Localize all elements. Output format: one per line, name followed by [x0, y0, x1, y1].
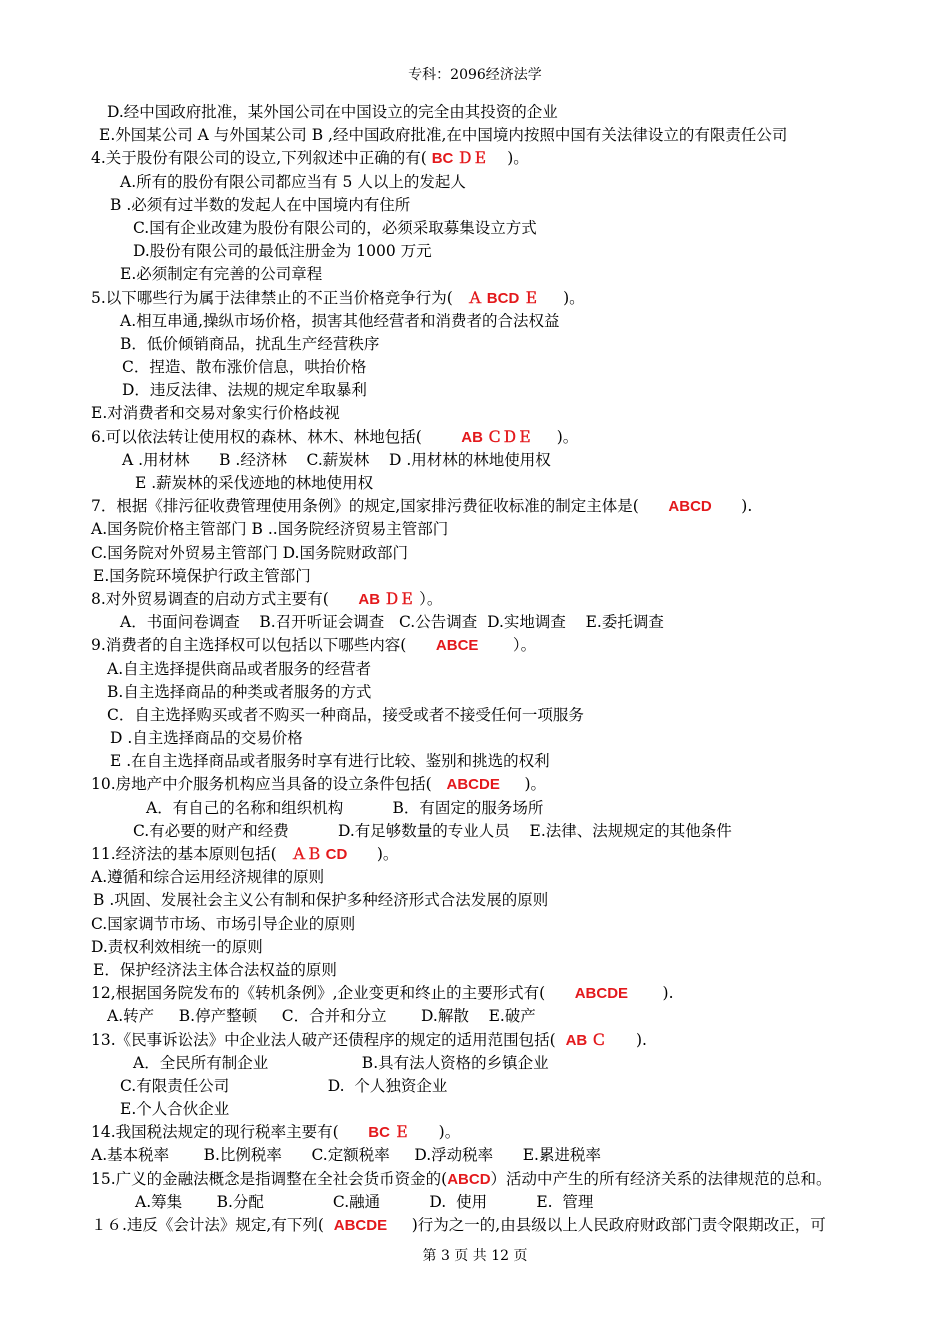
- text-line: [0, 843, 950, 866]
- text-line: [0, 194, 950, 217]
- text-line: [0, 611, 950, 634]
- line-text: E.对消费者和交易对象实行价格歧视: [91, 404, 340, 423]
- line-text: １６.违反《会计法》规定,有下列(: [91, 1216, 334, 1234]
- text-line: [0, 588, 950, 611]
- text-line: [0, 542, 950, 565]
- text-line: [0, 472, 950, 495]
- line-text: C.国有企业改建为股份有限公司的，必须采取募集设立方式: [133, 218, 537, 237]
- text-line: [0, 889, 950, 912]
- text-line: [0, 797, 950, 820]
- page-header: 专科：2096经济法学: [408, 67, 542, 83]
- line-text: A．书面问卷调查 B.召开听证会调查 C.公告调查 D.实地调查 E.委托调查: [120, 613, 664, 632]
- text-line: [0, 1168, 950, 1191]
- line-text: D.责权利效相统一的原则: [91, 937, 263, 956]
- line-text: 14.我国税法规定的现行税率主要有(: [91, 1123, 369, 1142]
- line-text: )。: [487, 149, 529, 168]
- answer-key: AB ＤＥ: [358, 590, 415, 608]
- line-text: A.国务院价格主管部门 B ..国务院经济贸易主管部门: [91, 520, 449, 539]
- text-line: [0, 310, 950, 333]
- text-line: [0, 356, 950, 379]
- text-line: [0, 1029, 950, 1052]
- text-line: [0, 1075, 950, 1098]
- line-text: C.国务院对外贸易主管部门 D.国务院财政部门: [91, 543, 408, 562]
- line-text: A.转产 B.停产整顿 C．合并和分立 D.解散 E.破产: [107, 1007, 536, 1026]
- text-line: [0, 1191, 950, 1214]
- answer-key: ABCDE: [446, 776, 500, 794]
- line-text: E .薪炭林的采伐迹地的林地使用权: [135, 474, 374, 492]
- line-text: 4.关于股份有限公司的设立,下列叙述中正确的有(: [91, 149, 432, 168]
- text-line: [0, 982, 950, 1005]
- line-text: E．保护经济法主体合法权益的原则: [93, 960, 337, 979]
- line-text: )。: [347, 845, 399, 863]
- line-text: C.有限责任公司 D. 个人独资企业: [120, 1076, 448, 1095]
- answer-key: BC Ｅ: [368, 1124, 410, 1142]
- text-line: [0, 287, 950, 310]
- line-text: 13.《民事诉讼法》中企业法人破产还债程序的规定的适用范围包括(: [91, 1030, 566, 1049]
- text-line: [0, 333, 950, 356]
- answer-key: ABCD: [447, 1170, 491, 1188]
- text-line: [0, 1144, 950, 1167]
- line-text: C.国家调节市场、市场引导企业的原则: [91, 914, 356, 933]
- text-line: [0, 681, 950, 704]
- answer-key: Ａ BCD Ｅ: [467, 289, 539, 307]
- line-text: )。: [499, 775, 547, 794]
- line-text: ).: [711, 497, 753, 516]
- line-text: 10.房地产中介服务机构应当具备的设立条件包括(: [91, 775, 447, 794]
- line-text: 8.对外贸易调查的启动方式主要有(: [91, 589, 359, 608]
- line-text: )。: [409, 1123, 461, 1142]
- line-text: )行为之一的,由县级以上人民政府财政部门责令限期改正，可: [387, 1216, 826, 1234]
- text-line: [0, 426, 950, 449]
- text-line: [0, 634, 950, 657]
- line-text: B .必须有过半数的发起人在中国境内有住所: [110, 195, 411, 214]
- line-text: E.国务院环境保护行政主管部门: [93, 566, 311, 585]
- line-text: A．有自己的名称和组织机构 B．有固定的服务场所: [146, 798, 544, 817]
- text-line: [0, 518, 950, 541]
- line-text: A.自主选择提供商品或者服务的经营者: [107, 659, 372, 678]
- answer-key: AB Ｃ: [565, 1031, 607, 1049]
- answer-key: ABCE: [435, 637, 479, 655]
- text-line: [0, 449, 950, 472]
- text-line: [0, 402, 950, 425]
- text-line: [0, 565, 950, 588]
- line-text: 12,根据国务院发布的《转机条例》,企业变更和终止的主要形式有(: [91, 984, 575, 1003]
- line-text: B．低价倾销商品，扰乱生产经营秩序: [120, 334, 380, 353]
- answer-key: ABCD: [668, 498, 712, 516]
- line-text: 9.消费者的自主选择权可以包括以下哪些内容(: [91, 636, 436, 655]
- line-text: ）活动中产生的所有经济关系的法律规范的总和。: [490, 1169, 832, 1188]
- text-line: [0, 101, 950, 124]
- line-text: A .用材林 B .经济林 C.薪炭林 D .用材林的林地使用权: [122, 450, 551, 469]
- line-text: E.个人合伙企业: [120, 1100, 230, 1119]
- line-text: B .巩固、发展社会主义公有制和保护多种经济形式合法发展的原则: [93, 891, 549, 910]
- line-text: C．捏造、散布涨价信息，哄抬价格: [122, 358, 367, 377]
- line-text: 6.可以依法转让使用权的森林、林木、林地包括(: [91, 427, 462, 446]
- line-text: C.有必要的财产和经费 D.有足够数量的专业人员 E.法律、法规规定的其他条件: [133, 821, 732, 840]
- text-line: [0, 727, 950, 750]
- text-line: [0, 773, 950, 796]
- line-text: A.筹集 B.分配 C.融通 D. 使用 E. 管理: [135, 1192, 594, 1211]
- text-line: [0, 866, 950, 889]
- text-line: [0, 495, 950, 518]
- line-text: ）。: [478, 636, 537, 655]
- line-text: A.基本税率 B.比例税率 C.定额税率 D.浮动税率 E.累进税率: [91, 1146, 601, 1165]
- line-text: A.遵循和综合运用经济规律的原则: [91, 868, 325, 887]
- text-line: [0, 1005, 950, 1028]
- page-footer: 第 3 页 共 12 页: [422, 1248, 528, 1264]
- text-line: [0, 820, 950, 843]
- line-text: B.自主选择商品的种类或者服务的方式: [107, 682, 372, 701]
- line-text: )。: [538, 288, 585, 307]
- text-line: [0, 1214, 950, 1237]
- text-line: [0, 658, 950, 681]
- text-line: [0, 1121, 950, 1144]
- text-line: [0, 124, 950, 147]
- text-line: [0, 379, 950, 402]
- document-body: [0, 101, 950, 1237]
- line-text: 7．根据《排污征收费管理使用条例》的规定,国家排污费征收标准的制定主体是(: [91, 497, 669, 516]
- line-text: 15.广义的金融法概念是指调整在全社会货币资金的(: [91, 1169, 448, 1188]
- line-text: A．全民所有制企业 B.具有法人资格的乡镇企业: [133, 1053, 549, 1072]
- text-line: [0, 959, 950, 982]
- line-text: A.相互串通,操纵市场价格，损害其他经营者和消费者的合法权益: [120, 311, 560, 330]
- text-line: [0, 263, 950, 286]
- line-text: ）。: [414, 589, 443, 608]
- text-line: [0, 147, 950, 170]
- line-text: D.经中国政府批准，某外国公司在中国设立的完全由其投资的企业: [107, 103, 558, 121]
- line-text: 5.以下哪些行为属于法律禁止的不正当价格竞争行为(: [91, 288, 468, 307]
- line-text: C．自主选择购买或者不购买一种商品，接受或者不接受任何一项服务: [107, 705, 584, 724]
- line-text: E.必须制定有完善的公司章程: [120, 265, 323, 284]
- line-text: D .自主选择商品的交易价格: [110, 729, 303, 748]
- answer-key: ABCDE: [574, 985, 629, 1003]
- answer-key: BC ＤＥ: [431, 150, 488, 168]
- text-line: [0, 936, 950, 959]
- line-text: ).: [606, 1030, 647, 1049]
- answer-key: ＡＢ CD: [291, 846, 348, 863]
- text-line: [0, 913, 950, 936]
- line-text: )。: [532, 427, 579, 446]
- line-text: 11.经济法的基本原则包括(: [91, 845, 292, 863]
- text-line: [0, 750, 950, 773]
- line-text: ).: [628, 984, 674, 1003]
- text-line: [0, 240, 950, 263]
- line-text: A.所有的股份有限公司都应当有 5 人以上的发起人: [120, 172, 466, 191]
- line-text: E.外国某公司 A 与外国某公司 B ,经中国政府批准,在中国境内按照中国有关法律设立的有限责任公司: [99, 126, 788, 145]
- text-line: [0, 1098, 950, 1121]
- text-line: [0, 171, 950, 194]
- text-line: [0, 1052, 950, 1075]
- line-text: D．违反法律、法规的规定牟取暴利: [122, 381, 367, 400]
- text-line: [0, 217, 950, 240]
- answer-key: ABCDE: [333, 1217, 388, 1234]
- line-text: D.股份有限公司的最低注册金为 1000 万元: [133, 242, 432, 261]
- line-text: E .在自主选择商品或者服务时享有进行比较、鉴别和挑选的权利: [110, 752, 550, 771]
- text-line: [0, 704, 950, 727]
- answer-key: AB ＣＤＥ: [461, 428, 533, 446]
